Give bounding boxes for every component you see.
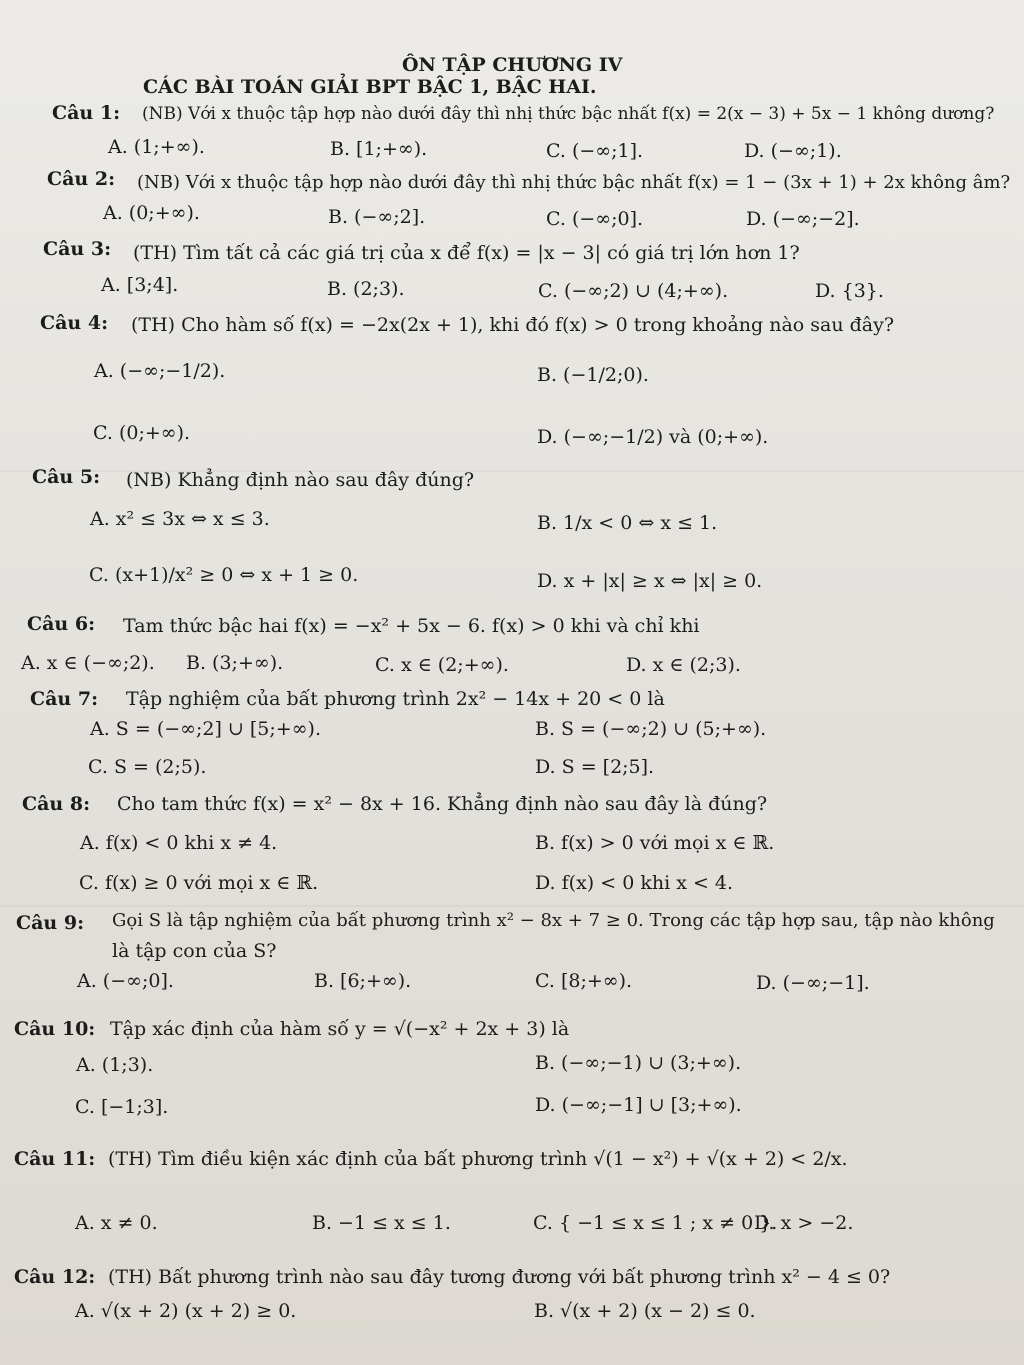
option-a: A. f(x) < 0 khi x ≠ 4. [80, 832, 278, 854]
question-label: Câu 6: [27, 613, 96, 635]
question-stem: (TH) Tìm tất cả các giá trị của x để f(x) = |x − 3| có giá trị lớn hơn 1? [133, 242, 800, 264]
question-label: Câu 8: [22, 793, 91, 815]
option-a: A. S = (−∞;2] ∪ [5;+∞). [90, 718, 321, 740]
question-stem: (NB) Với x thuộc tập hợp nào dưới đây thì nhị thức bậc nhất f(x) = 1 − (3x + 1) + 2x không âm? [137, 172, 1011, 193]
question-stem: Gọi S là tập nghiệm của bất phương trình x² − 8x + 7 ≥ 0. Trong các tập hợp sau, tập nào không [112, 910, 995, 931]
option-b: B. S = (−∞;2) ∪ (5;+∞). [535, 718, 767, 740]
option-c: C. (x+1)/x² ≥ 0 ⇔ x + 1 ≥ 0. [89, 564, 359, 586]
question-label: Câu 12: [14, 1266, 96, 1288]
option-c: C. (−∞;1]. [546, 140, 644, 162]
option-b: B. f(x) > 0 với mọi x ∈ ℝ. [535, 832, 775, 854]
option-c: C. (0;+∞). [93, 422, 191, 444]
question-stem: (NB) Với x thuộc tập hợp nào dưới đây thì nhị thức bậc nhất f(x) = 2(x − 3) + 5x − 1 không dương? [142, 104, 995, 124]
paper-fold-line [0, 905, 1024, 907]
question-label: Câu 3: [43, 238, 112, 260]
option-c: C. { −1 ≤ x ≤ 1 ; x ≠ 0 }. [533, 1212, 778, 1234]
question-stem: (TH) Tìm điều kiện xác định của bất phương trình √(1 − x²) + √(x + 2) < 2/x. [108, 1148, 848, 1170]
option-b: B. √(x + 2) (x − 2) ≤ 0. [534, 1300, 756, 1322]
option-a: A. x ∈ (−∞;2). [21, 652, 155, 674]
option-c: C. (−∞;2) ∪ (4;+∞). [538, 280, 729, 302]
option-b: B. (−∞;2]. [328, 206, 426, 228]
option-a: A. (1;3). [76, 1054, 154, 1076]
option-a: A. x ≠ 0. [75, 1212, 158, 1234]
option-d: D. (−∞;−2]. [746, 208, 860, 230]
question-stem-continued: là tập con của S? [112, 940, 277, 962]
option-b: B. −1 ≤ x ≤ 1. [312, 1212, 451, 1234]
option-d: D. x + |x| ≥ x ⇔ |x| ≥ 0. [537, 570, 763, 592]
option-a: A. (−∞;0]. [77, 970, 174, 992]
question-stem: Tập nghiệm của bất phương trình 2x² − 14x + 20 < 0 là [126, 688, 665, 710]
question-label: Câu 11: [14, 1148, 96, 1170]
option-d: D. {3}. [815, 280, 884, 302]
question-label: Câu 5: [32, 466, 101, 488]
question-label: Câu 2: [47, 168, 116, 190]
question-stem: (NB) Khẳng định nào sau đây đúng? [126, 469, 475, 491]
option-d: D. (−∞;1). [744, 140, 842, 162]
option-b: B. (−1/2;0). [537, 364, 649, 386]
option-b: B. [1;+∞). [330, 138, 428, 160]
option-c: C. [8;+∞). [535, 970, 633, 992]
option-a: A. x² ≤ 3x ⇔ x ≤ 3. [90, 508, 270, 530]
page-subtitle: CÁC BÀI TOÁN GIẢI BPT BẬC 1, BẬC HAI. [143, 76, 597, 98]
option-a: A. [3;4]. [101, 274, 179, 296]
option-d: D. S = [2;5]. [535, 756, 655, 778]
option-d: D. x > −2. [754, 1212, 854, 1234]
option-a: A. (−∞;−1/2). [94, 360, 226, 382]
option-c: C. x ∈ (2;+∞). [375, 654, 509, 676]
page-title: ÔN TẬP CHƯƠNG IV [402, 54, 623, 76]
question-stem: Tập xác định của hàm số y = √(−x² + 2x + 3) là [110, 1018, 570, 1040]
option-d: D. x ∈ (2;3). [626, 654, 741, 676]
option-b: B. (−∞;−1) ∪ (3;+∞). [535, 1052, 742, 1074]
option-b: B. [6;+∞). [314, 970, 412, 992]
question-label: Câu 7: [30, 688, 99, 710]
option-c: C. f(x) ≥ 0 với mọi x ∈ ℝ. [79, 872, 319, 894]
option-d: D. f(x) < 0 khi x < 4. [535, 872, 734, 894]
option-a: A. (1;+∞). [108, 136, 205, 158]
option-b: B. (3;+∞). [186, 652, 284, 674]
question-stem: (TH) Cho hàm số f(x) = −2x(2x + 1), khi đó f(x) > 0 trong khoảng nào sau đây? [131, 314, 895, 336]
option-a: A. (0;+∞). [103, 202, 200, 224]
question-label: Câu 10: [14, 1018, 96, 1040]
question-stem: Cho tam thức f(x) = x² − 8x + 16. Khẳng định nào sau đây là đúng? [117, 793, 768, 815]
question-stem: Tam thức bậc hai f(x) = −x² + 5x − 6. f(x) > 0 khi và chỉ khi [123, 615, 700, 637]
option-d: D. (−∞;−1] ∪ [3;+∞). [535, 1094, 742, 1116]
option-a: A. √(x + 2) (x + 2) ≥ 0. [75, 1300, 297, 1322]
option-c: C. (−∞;0]. [546, 208, 644, 230]
option-b: B. 1/x < 0 ⇔ x ≤ 1. [537, 512, 718, 534]
option-c: C. [−1;3]. [75, 1096, 169, 1118]
question-label: Câu 9: [16, 912, 85, 934]
option-c: C. S = (2;5). [88, 756, 207, 778]
question-label: Câu 4: [40, 312, 109, 334]
option-d: D. (−∞;−1/2) và (0;+∞). [537, 426, 769, 448]
option-d: D. (−∞;−1]. [756, 972, 870, 994]
question-label: Câu 1: [52, 102, 121, 124]
option-b: B. (2;3). [327, 278, 405, 300]
question-stem: (TH) Bất phương trình nào sau đây tương đương với bất phương trình x² − 4 ≤ 0? [108, 1266, 891, 1288]
